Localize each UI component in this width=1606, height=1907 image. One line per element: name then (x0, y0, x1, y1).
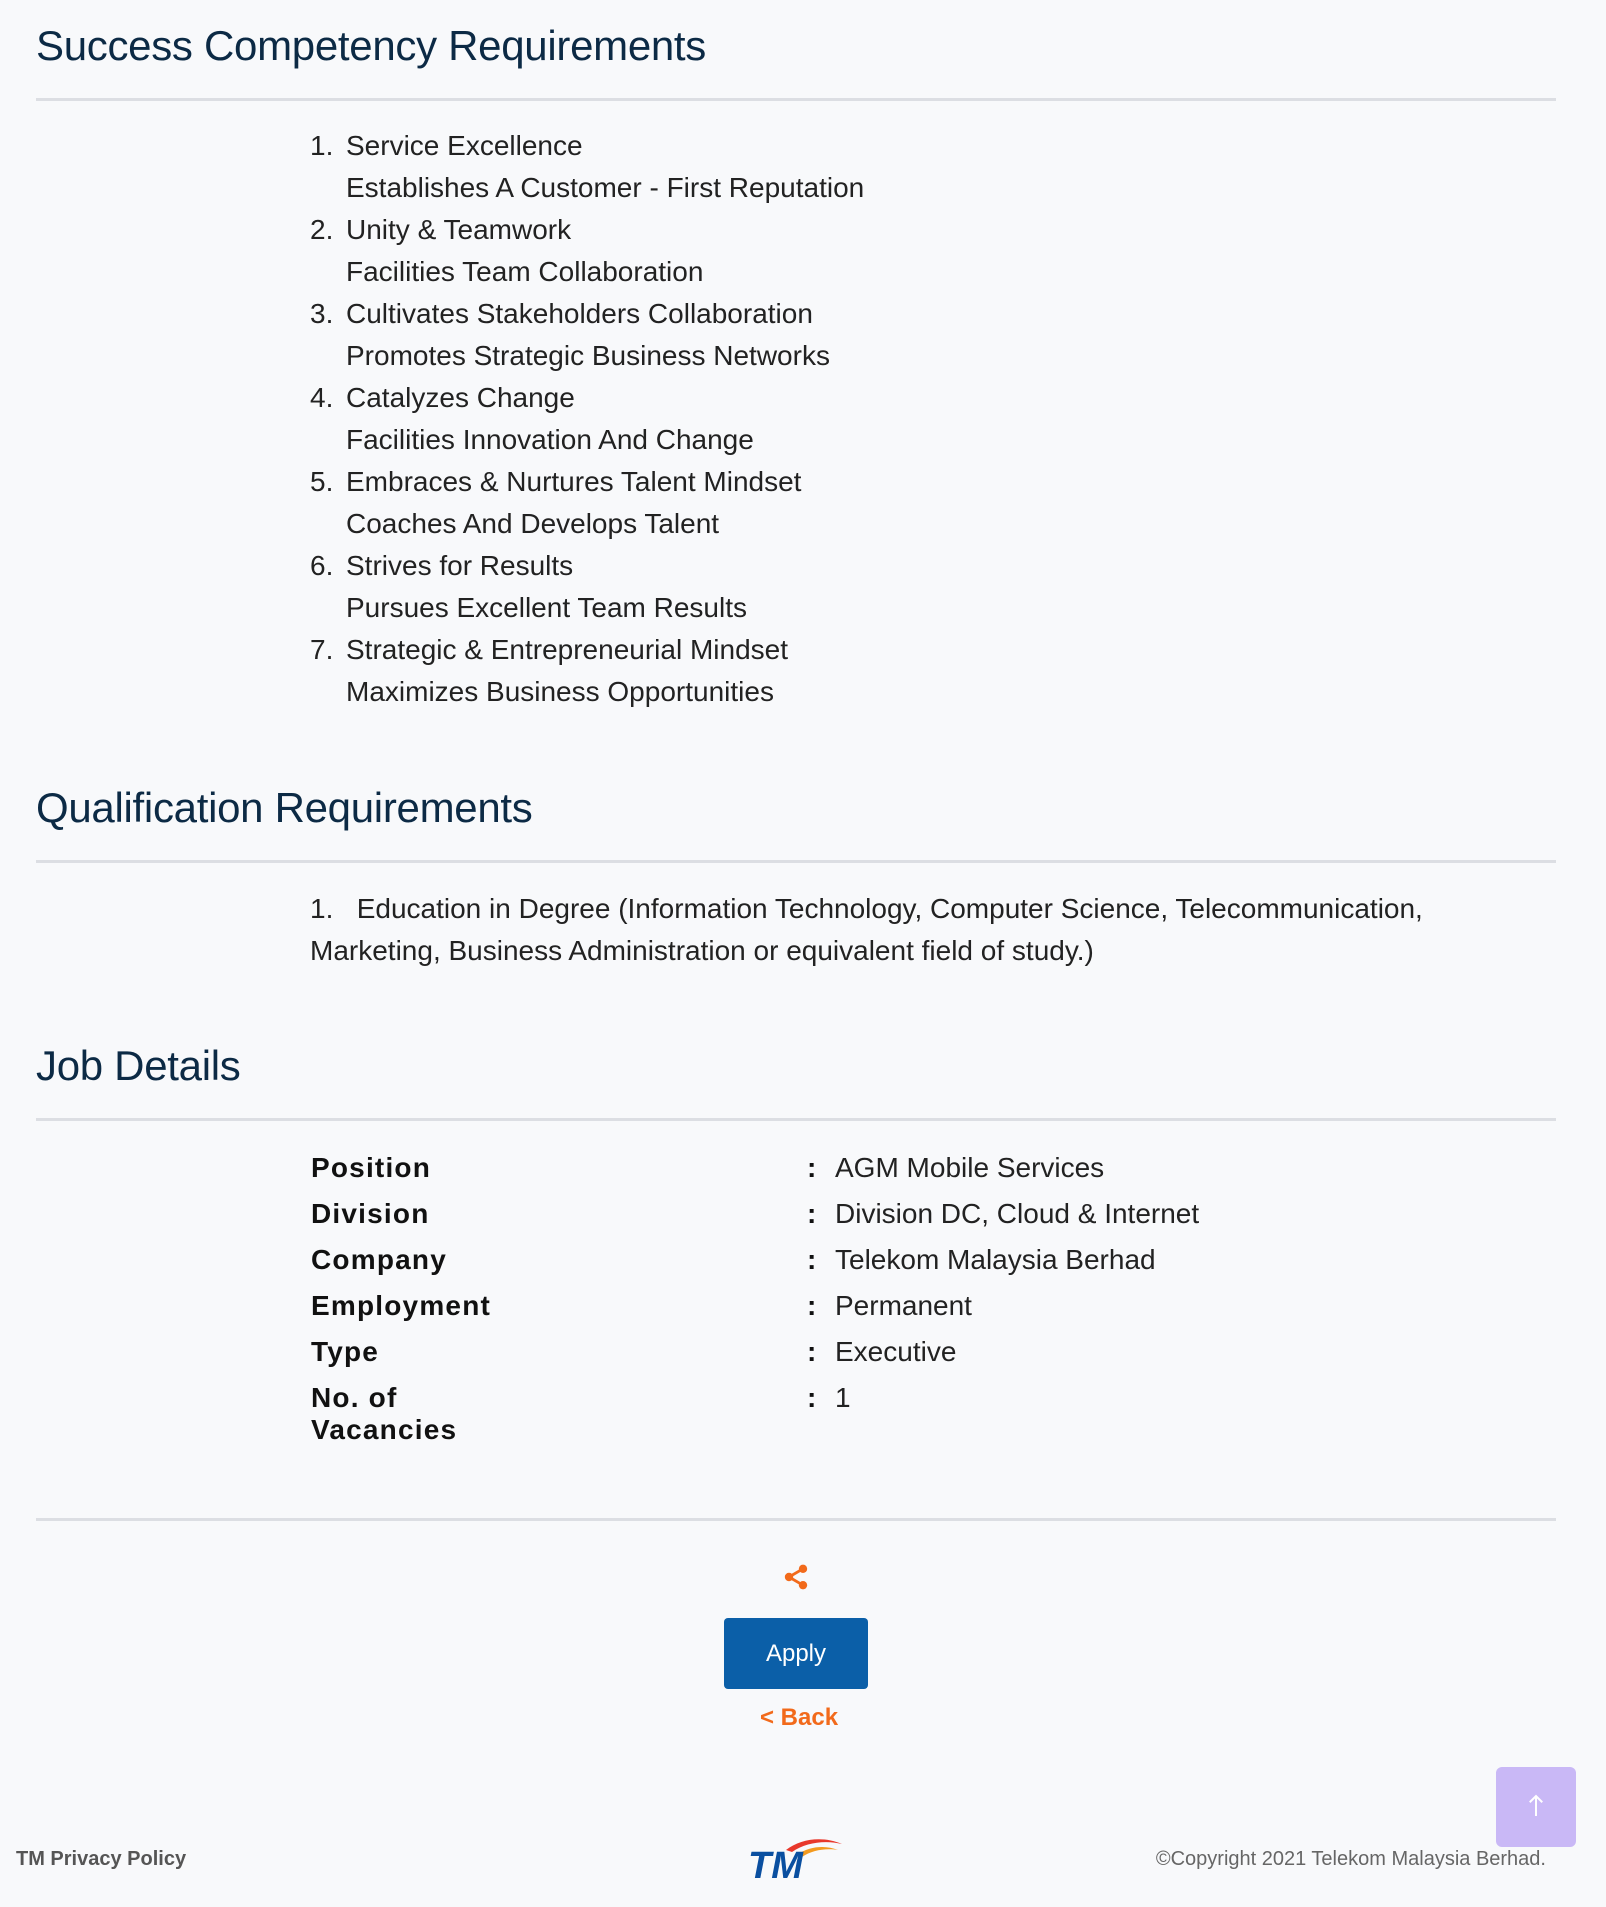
competency-subtitle: Establishes A Customer - First Reputation (346, 172, 865, 203)
apply-button[interactable]: Apply (724, 1618, 868, 1689)
competency-divider (36, 98, 1556, 101)
detail-label: Position (311, 1152, 432, 1183)
tm-logo (746, 1832, 846, 1884)
detail-value: Permanent (835, 1290, 972, 1321)
detail-colon: : (807, 1244, 817, 1275)
privacy-policy-link[interactable]: TM Privacy Policy (16, 1848, 187, 1870)
competency-title: Cultivates Stakeholders Collaboration (346, 298, 813, 329)
competency-list (310, 125, 864, 713)
detail-label: Employment (311, 1290, 492, 1321)
competency-item (310, 125, 864, 209)
detail-label: Type (311, 1336, 380, 1367)
competency-item (310, 209, 864, 293)
qualification-divider (36, 860, 1556, 863)
detail-value: Executive (835, 1336, 957, 1367)
back-link[interactable]: < Back (760, 1704, 839, 1731)
competency-item (310, 545, 864, 629)
detail-value: Division DC, Cloud & Internet (835, 1198, 1200, 1229)
competency-subtitle: Facilities Innovation And Change (346, 424, 754, 455)
competency-section (36, 22, 1556, 70)
detail-label: Company (311, 1244, 447, 1275)
competency-title: Strives for Results (346, 550, 574, 581)
job-details-heading: Job Details (36, 1042, 241, 1089)
competency-title: Catalyzes Change (346, 382, 575, 413)
detail-value: 1 (835, 1382, 851, 1413)
competency-number: 5. (310, 466, 334, 497)
competency-subtitle: Coaches And Develops Talent (346, 508, 720, 539)
competency-number: 6. (310, 550, 334, 581)
detail-value: Telekom Malaysia Berhad (835, 1244, 1156, 1275)
copyright-text: ©Copyright 2021 Telekom Malaysia Berhad. (1155, 1848, 1546, 1870)
detail-colon: : (807, 1152, 817, 1183)
tm-logo-text: TM (748, 1845, 803, 1884)
detail-label: No. of Vacancies (311, 1382, 458, 1445)
competency-title: Unity & Teamwork (346, 214, 572, 245)
competency-subtitle: Facilities Team Collaboration (346, 256, 704, 287)
actions-divider (36, 1518, 1556, 1521)
competency-item (310, 629, 864, 713)
share-icon[interactable] (782, 1563, 810, 1591)
competency-heading: Success Competency Requirements (36, 22, 707, 69)
qualification-heading: Qualification Requirements (36, 784, 533, 831)
qualification-item (310, 888, 1560, 972)
detail-label: Division (311, 1198, 430, 1229)
detail-value: AGM Mobile Services (835, 1152, 1105, 1183)
competency-number: 4. (310, 382, 334, 413)
competency-item (310, 461, 864, 545)
competency-subtitle: Pursues Excellent Team Results (346, 592, 747, 623)
qualification-number: 1. (310, 893, 334, 924)
job-details-section (36, 1042, 1556, 1090)
scroll-to-top-button[interactable] (1496, 1767, 1576, 1847)
qualification-text: Education in Degree (Information Technology, Computer Science, Telecommunication, Marketing, Business Administration or equivalent field of study.) (310, 893, 1423, 966)
competency-number: 7. (310, 634, 334, 665)
competency-item (310, 293, 864, 377)
competency-subtitle: Maximizes Business Opportunities (346, 676, 774, 707)
competency-title: Strategic & Entrepreneurial Mindset (346, 634, 788, 665)
job-details-divider (36, 1118, 1556, 1121)
competency-number: 2. (310, 214, 334, 245)
detail-colon: : (807, 1382, 817, 1413)
competency-number: 1. (310, 130, 334, 161)
arrow-up-icon (1521, 1791, 1551, 1821)
competency-title: Service Excellence (346, 130, 583, 161)
qualification-section (36, 784, 1556, 832)
competency-item (310, 377, 864, 461)
competency-title: Embraces & Nurtures Talent Mindset (346, 466, 802, 497)
detail-colon: : (807, 1290, 817, 1321)
detail-colon: : (807, 1198, 817, 1229)
competency-subtitle: Promotes Strategic Business Networks (346, 340, 830, 371)
detail-colon: : (807, 1336, 817, 1367)
competency-list-container (310, 125, 864, 713)
competency-number: 3. (310, 298, 334, 329)
